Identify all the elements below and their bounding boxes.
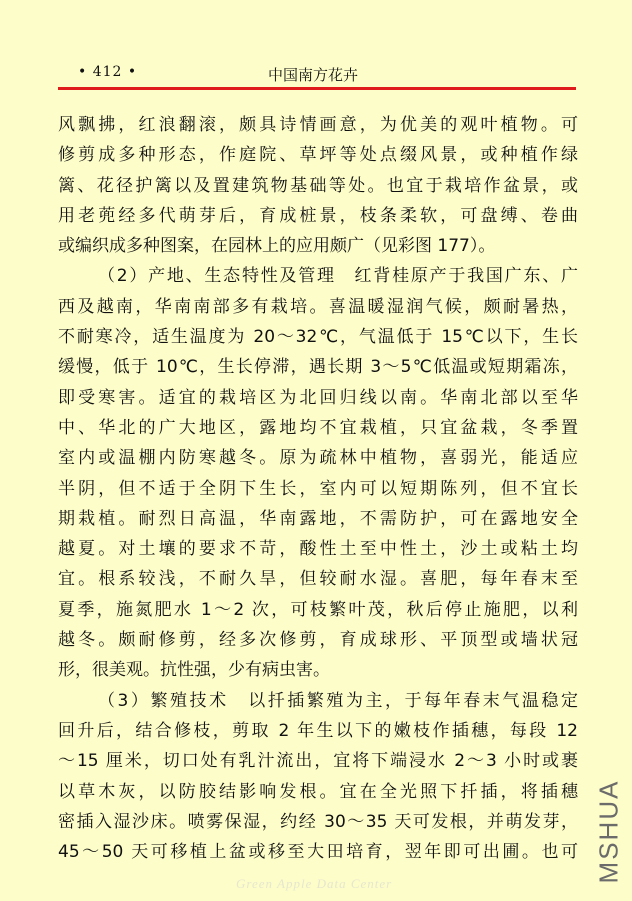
page-header — [58, 64, 576, 86]
text-line: 风飘拂，红浪翻滚，颇具诗情画意，为优美的观叶植物。可 — [58, 115, 578, 135]
text-line: 宜。根系较浅，不耐久旱，但较耐水湿。喜肥，每年春末至 — [58, 569, 578, 590]
side-watermark-text: MSHUA — [593, 779, 624, 883]
text-line: 篱、花径护篱以及置建筑物基础等处。也宜于栽培作盆景，或 — [58, 175, 578, 196]
page-number: • 412 • — [78, 64, 138, 80]
text-line: 室内或温棚内防寒越冬。原为疏林中植物，喜弱光，能适应 — [58, 448, 578, 469]
running-title: 中国南方花卉 — [268, 66, 359, 84]
text-line: 回升后，结合修枝，剪取 2 年生以下的嫩枝作插穗，每段 12 — [58, 720, 578, 741]
text-line: 越夏。对土壤的要求不苛，酸性土至中性土，沙土或粘土均 — [58, 539, 578, 560]
text-line: （3）繁殖技术 以扦插繁殖为主，于每年春末气温稳定 — [98, 690, 578, 711]
text-line: （2）产地、生态特性及管理 红背桂原产于我国广东、广 — [98, 266, 578, 287]
text-line: 半阴，但不适于全阴下生长，室内可以短期陈列，但不宜长 — [58, 478, 578, 499]
text-line: 期栽植。耐烈日高温，华南露地，不需防护，可在露地安全 — [58, 508, 578, 529]
text-line: 即受寒害。适宜的栽培区为北回归线以南。华南北部以至华 — [58, 387, 578, 408]
side-watermark — [594, 776, 624, 886]
header-rule — [58, 87, 576, 90]
text-line: 中、华北的广大地区，露地均不宜栽植，只宜盆栽，冬季置 — [58, 417, 578, 438]
text-line: 密插入湿沙床。喷雾保湿，约经 30～35 天可发根，并萌发芽， — [58, 811, 578, 832]
text-line: 夏季，施氮肥水 1～2 次，可枝繁叶茂，秋后停止施肥，以利 — [58, 599, 578, 620]
text-line: 以草木灰，以防胶结影响发根。宜在全光照下扦插，将插穗 — [58, 781, 578, 802]
text-line: 形，很美观。抗性强，少有病虫害。 — [58, 660, 330, 681]
text-line: 用老蔸经多代萌芽后，育成桩景，枝条柔软，可盘缚、卷曲 — [58, 205, 578, 226]
text-line: 越冬。颇耐修剪，经多次修剪，育成球形、平顶型或墙状冠 — [58, 630, 578, 651]
text-line: 西及越南，华南南部多有栽培。喜温暖湿润气候，颇耐暑热， — [58, 296, 578, 317]
body-text — [58, 110, 578, 867]
text-line: 或编织成多种图案，在园林上的应用颇广（见彩图 177）。 — [58, 236, 496, 257]
text-line: ～15 厘米，切口处有乳汁流出，宜将下端浸水 2～3 小时或裹 — [58, 751, 578, 772]
text-line: 不耐寒冷，适生温度为 20～32℃，气温低于 15℃以下，生长 — [58, 327, 578, 348]
text-line: 修剪成多种形态，作庭院、草坪等处点缀风景，或种植作绿 — [58, 145, 578, 166]
text-line: 缓慢，低于 10℃，生长停滞，遇长期 3～5℃低温或短期霜冻， — [58, 357, 578, 378]
bottom-watermark: Green Apple Data Center — [236, 876, 393, 891]
text-line: 45～50 天可移植上盆或移至大田培育，翌年即可出圃。也可 — [58, 842, 578, 863]
